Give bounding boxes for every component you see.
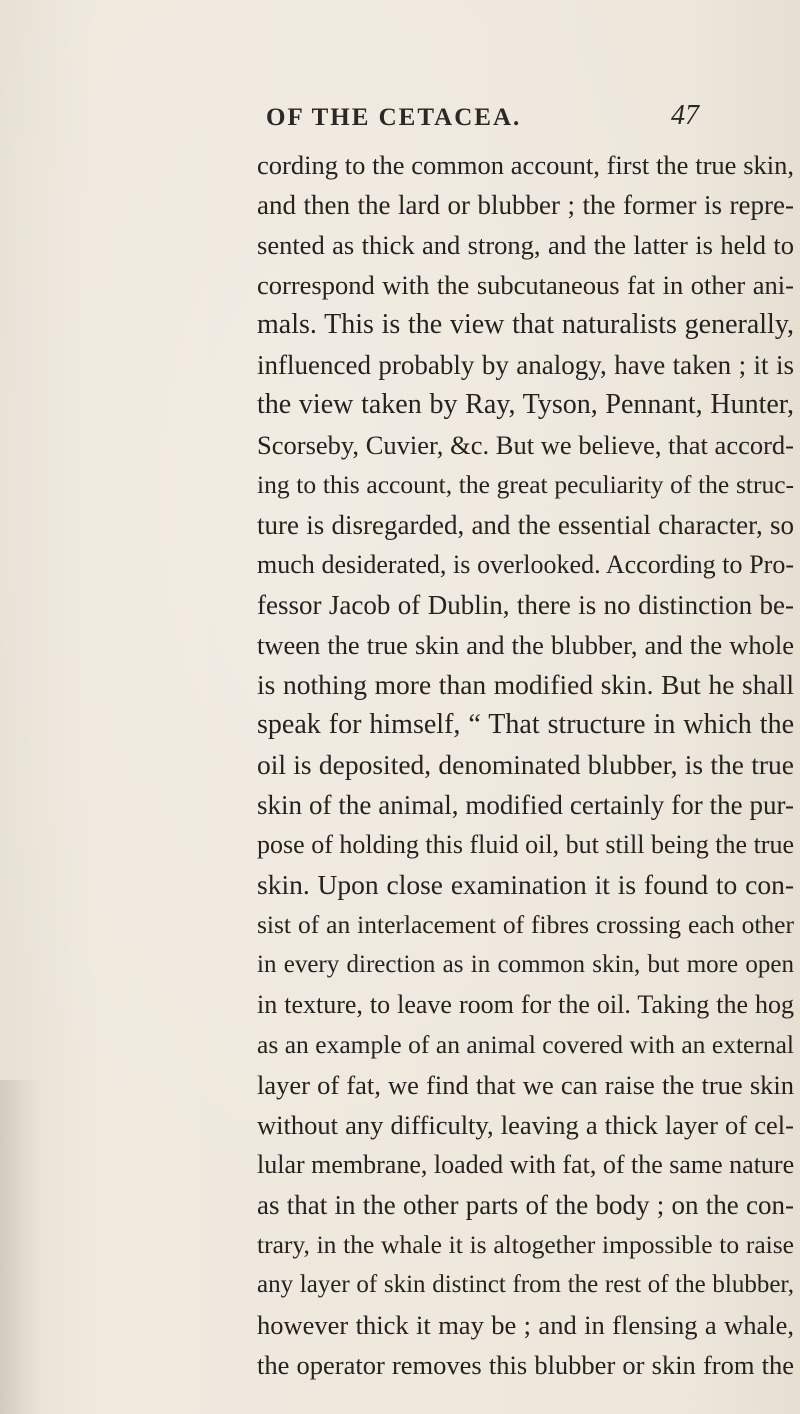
text-line: layer of fat, we find that we can raise the true skin <box>257 1070 794 1100</box>
text-line: cording to the common account, first the true skin, <box>257 150 794 180</box>
text-line: as an example of an animal covered with an external <box>257 1030 794 1059</box>
text-line: however thick it may be ; and in flensing a whale, <box>257 1310 794 1340</box>
text-line: correspond with the subcutaneous fat in other ani- <box>257 270 794 300</box>
text-line: the view taken by Ray, Tyson, Pennant, Hunter, <box>257 389 794 420</box>
text-line: tween the true skin and the blubber, and the whole <box>257 630 794 660</box>
text-line: trary, in the whale it is altogether impossible to raise <box>257 1230 794 1259</box>
text-line: ing to this account, the great peculiarity of the struc- <box>257 470 794 499</box>
text-line: much desiderated, is overlooked. According to Pro- <box>257 550 794 579</box>
text-line: pose of holding this fluid oil, but still being the true <box>257 830 794 859</box>
text-line: sented as thick and strong, and the latter is held to <box>257 230 794 260</box>
text-line: influenced probably by analogy, have taken ; it is <box>257 350 794 380</box>
text-line: fessor Jacob of Dublin, there is no distinction be- <box>257 590 794 620</box>
text-line: as that in the other parts of the body ; on the con- <box>257 1190 794 1220</box>
text-line: ture is disregarded, and the essential character, so <box>257 510 794 540</box>
text-line: any layer of skin distinct from the rest of the blubber, <box>257 1271 794 1298</box>
text-line: sist of an interlacement of fibres crossing each other <box>257 910 794 939</box>
text-line: oil is deposited, denominated blubber, is the true <box>257 749 794 780</box>
running-title: OF THE CETACEA. <box>266 104 522 131</box>
text-line: skin of the animal, modified certainly for the pur- <box>257 790 794 820</box>
text-line: lular membrane, loaded with fat, of the same nature <box>257 1150 795 1179</box>
text-line: in texture, to leave room for the oil. Taking the hog <box>257 990 794 1019</box>
running-head <box>0 100 800 144</box>
text-line: and then the lard or blubber ; the former is repre- <box>257 190 794 220</box>
text-line: in every direction as in common skin, but more open <box>257 951 794 978</box>
page-edge-shadow <box>0 1080 40 1414</box>
text-line: is nothing more than modified skin. But he shall <box>257 669 794 700</box>
text-line: without any difficulty, leaving a thick layer of cel- <box>257 1110 794 1140</box>
text-line: the operator removes this blubber or skin from the <box>257 1350 794 1380</box>
text-line: mals. This is the view that naturalists generally, <box>257 309 794 340</box>
text-line: Scorseby, Cuvier, &c. But we believe, that accord- <box>257 430 794 460</box>
page-number: 47 <box>671 100 699 131</box>
text-line: skin. Upon close examination it is found to con- <box>257 869 794 900</box>
text-line: speak for himself, “ That structure in which the <box>257 709 794 740</box>
